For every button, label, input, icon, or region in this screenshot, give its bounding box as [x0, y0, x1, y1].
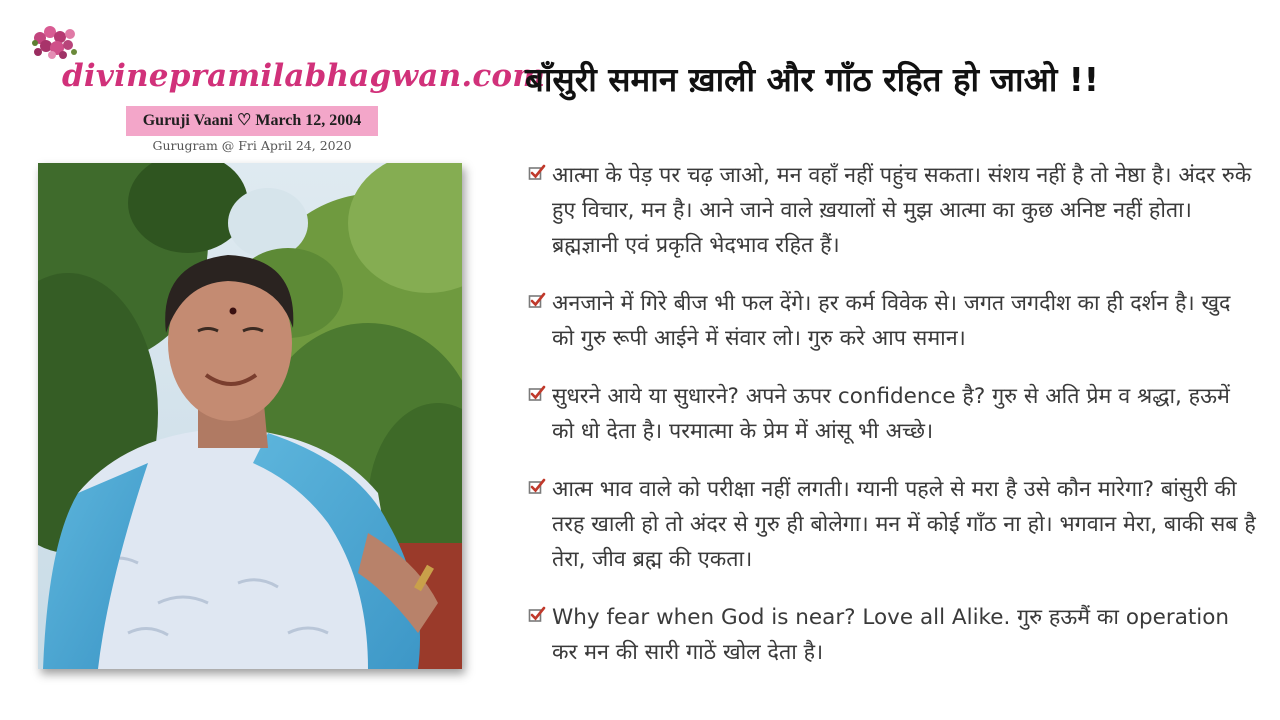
teaching-point-text: अनजाने में गिरे बीज भी फल देंगे। हर कर्म विवेक से। जगत जगदीश का ही दर्शन है। खुद को गुरु रूपी आईने में संवार लो। गुरु करे आप समान।: [552, 291, 1231, 351]
teaching-point: [528, 472, 1256, 577]
checkbox-checked-icon: [528, 606, 552, 628]
checkbox-checked-icon: [528, 385, 552, 407]
teaching-point-text: सुधरने आये या सुधारने? अपने ऊपर confidence है? गुरु से अति प्रेम व श्रद्धा, हऊमें को धो देता है। परमात्मा के प्रेम में आंसू भी अच्छे।: [552, 384, 1230, 444]
teaching-point: [528, 379, 1256, 449]
teaching-point-text: Why fear when God is near? Love all Alike. गुरु हऊमैं का operation कर मन की सारी गाठें खोल देता है।: [552, 605, 1230, 665]
teaching-point: [528, 600, 1256, 670]
teaching-point: [528, 158, 1256, 263]
teaching-point: [528, 286, 1256, 356]
checkbox-checked-icon: [528, 292, 552, 314]
page-title: बाँसुरी समान ख़ाली और गाँठ रहित हो जाओ !!: [525, 60, 1099, 99]
guruji-photo: [38, 163, 462, 669]
teaching-point-text: आत्म भाव वाले को परीक्षा नहीं लगती। ग्यानी पहले से मरा है उसे कौन मारेगा? बांसुरी की तरह खाली हो तो अंदर से गुरु ही बोलेगा। मन में कोई गाँठ ना हो। भगवान मेरा, बाकी सब है तेरा, जीव ब्रह्म की एकता।: [552, 477, 1256, 572]
checkbox-checked-icon: [528, 478, 552, 500]
teaching-point-text: आत्मा के पेड़ पर चढ़ जाओ, मन वहाँ नहीं पहुंच सकता। संशय नहीं है तो नेष्ठा है। अंदर रुके हुए विचार, मन है। आने जाने वाले ख़यालों से मुझ आत्मा का कुछ अनिष्ट नहीं होता। ब्रह्मज्ञानी एवं प्रकृति भेदभाव रहित हैं।: [552, 163, 1252, 258]
site-name[interactable]: divinepramilabhagwan.com: [62, 58, 546, 94]
teaching-points-list: [528, 158, 1256, 693]
location-date: Gurugram @ Fri April 24, 2020: [152, 138, 352, 153]
vaani-date-badge: Guruji Vaani ♡ March 12, 2004: [126, 106, 378, 136]
checkbox-checked-icon: [528, 164, 552, 186]
